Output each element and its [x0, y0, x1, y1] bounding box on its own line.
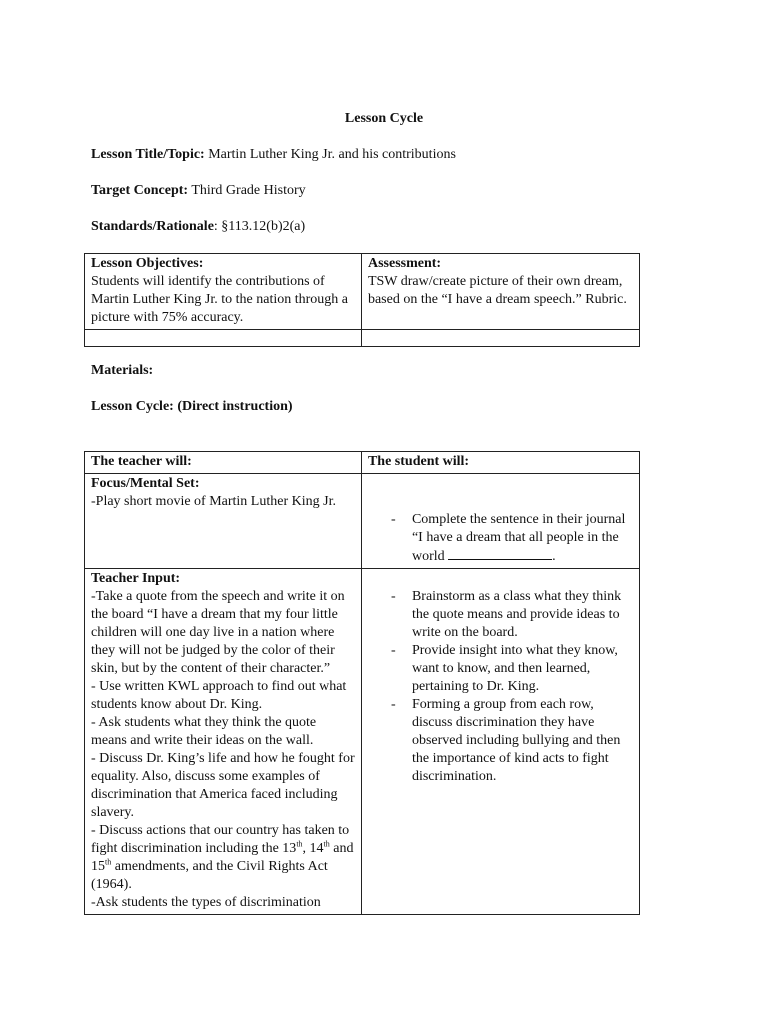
materials-field: [91, 363, 153, 379]
lesson-title-label: Lesson Title/Topic:: [91, 147, 205, 162]
objectives-text: Students will identify the contributions of Martin Luther King Jr. to the nation through a picture with 75% accuracy.: [91, 274, 349, 325]
focus-student-cell: [361, 474, 639, 569]
target-concept-value: Third Grade History: [191, 183, 306, 198]
input-teacher-line: - Ask students what they think the quote means and write their ideas on the wall.: [91, 715, 317, 748]
list-item: [412, 511, 633, 566]
table-row: [85, 474, 640, 569]
student-header: The student will:: [367, 454, 470, 469]
focus-teacher-text: -Play short movie of Martin Luther King Jr.: [91, 494, 336, 509]
sup-th: th: [105, 857, 112, 867]
empty-cell: [361, 330, 639, 347]
standards-field: [91, 219, 305, 235]
assessment-cell: [361, 254, 639, 330]
student-header-cell: [361, 452, 639, 474]
lesson-title-value: Martin Luther King Jr. and his contributions: [208, 147, 456, 162]
input-teacher-line: - Use written KWL approach to find out what students know about Dr. King.: [91, 679, 347, 712]
input-student-cell: [361, 569, 639, 915]
table-row: [85, 569, 640, 915]
teacher-header-cell: [85, 452, 362, 474]
sup-th: th: [296, 839, 303, 849]
focus-student-list: [368, 511, 633, 566]
lesson-cycle-field: [91, 399, 293, 415]
list-item: - Forming a group from each row, discuss discrimination they have observed including bullying and then the importance of kind acts to fight discrimination.: [412, 696, 633, 786]
focus-header: Focus/Mental Set:: [91, 476, 200, 491]
focus-teacher-cell: [85, 474, 362, 569]
target-concept-field: [91, 183, 306, 199]
amend-comma: ,: [302, 841, 307, 856]
amend-d: amendments, and the Civil Rights Act (1964).: [91, 859, 328, 892]
empty-cell: [85, 330, 362, 347]
focus-student-text: Complete the sentence in their journal “I have a dream that all people in the world: [411, 512, 626, 564]
input-header: Teacher Input:: [91, 571, 181, 586]
list-item: - Provide insight into what they know, want to know, and then learned, pertaining to Dr. King.: [412, 642, 633, 696]
table-row: [85, 330, 640, 347]
lesson-cycle-label: Lesson Cycle: (Direct instruction): [91, 399, 293, 414]
standards-value: : §113.12(b)2(a): [213, 219, 306, 234]
input-teacher-cell: [85, 569, 362, 915]
list-item: - Brainstorm as a class what they think the quote means and provide ideas to write on the board.: [412, 588, 633, 642]
lesson-title-field: [91, 147, 456, 163]
document-title: Lesson Cycle: [344, 111, 424, 126]
lesson-cycle-table: [84, 451, 640, 915]
focus-student-end: .: [552, 549, 556, 564]
fill-in-blank: [448, 547, 552, 560]
amendments-line: [91, 822, 355, 894]
input-teacher-line: -Take a quote from the speech and write it on the board “I have a dream that my four little children will one day live in a nation where they will not be judged by the color of their skin, but by the content of their character.”: [91, 589, 345, 676]
amend-c: and 15: [91, 841, 354, 874]
target-concept-label: Target Concept:: [91, 183, 189, 198]
amend-b: 14: [309, 841, 324, 856]
table-row: [85, 452, 640, 474]
input-teacher-line: - Discuss Dr. King’s life and how he fought for equality. Also, discuss some examples of discrimination that America faced including slavery.: [91, 751, 355, 820]
table-row: [85, 254, 640, 330]
standards-label: Standards/Rationale: [91, 219, 214, 234]
teacher-header: The teacher will:: [91, 454, 192, 469]
input-teacher-last-line: -Ask students the types of discrimination: [91, 895, 321, 910]
sup-th: th: [323, 839, 330, 849]
input-student-list: [368, 588, 633, 786]
amend-a: - Discuss actions that our country has taken to fight discrimination including the 13: [91, 823, 350, 856]
assessment-text: TSW draw/create picture of their own dream, based on the “I have a dream speech.” Rubric.: [367, 274, 627, 307]
assessment-header: Assessment:: [367, 256, 442, 271]
materials-label: Materials:: [91, 363, 154, 378]
objectives-header: Lesson Objectives:: [91, 256, 204, 271]
objectives-cell: [85, 254, 362, 330]
objectives-table: [84, 253, 640, 347]
